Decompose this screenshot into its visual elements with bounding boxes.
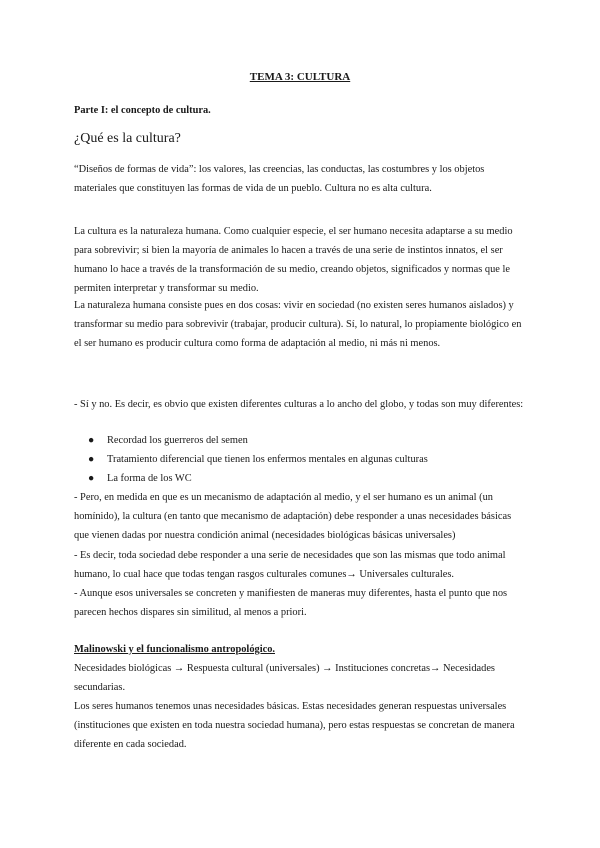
list-item [88, 431, 518, 450]
paragraph-concrete: - Aunque esos universales se concreten y manifiesten de maneras muy diferentes, hasta el punto que nos parecen hechos dispares sin similitud, al menos a priori. [74, 588, 508, 618]
question-heading: ¿Qué es la cultura? [74, 131, 181, 146]
section-heading: Malinowski y el funcionalismo antropológico. [74, 644, 275, 655]
list-item-text: Recordad los guerreros del semen [107, 435, 248, 446]
paragraph-definition: “Diseños de formas de vida”: los valores, las creencias, las conductas, las costumbres y los objetos materiales que constituyen las formas de vida de un pueblo. Cultura no es alta cultura. [74, 164, 485, 194]
paragraph-basic-needs: Los seres humanos tenemos unas necesidades básicas. Estas necesidades generan respuestas universales (instituciones que existen en toda nuestra sociedad humana), pero estas respuestas se concretan de manera diferente en cada sociedad. [74, 701, 515, 750]
list-item [88, 469, 518, 488]
paragraph-mechanism: - Pero, en medida en que es un mecanismo de adaptación al medio, y el ser humano es un animal (un homínido), la cultura (en tanto que mecanismo de adaptación) debe responder a unas necesidades básicas que vienen dadas por nuestra condición animal (necesidades biológicas básicas universales) [74, 492, 512, 541]
bullet-icon: ● [88, 435, 95, 446]
paragraph-yes-no: - Sí y no. Es decir, es obvio que existen diferentes culturas a lo ancho del globo, y todas son muy diferentes: [74, 399, 524, 410]
paragraph-chain: Necesidades biológicas → Respuesta cultural (universales) → Instituciones concretas→ Necesidades secundarias. [74, 663, 495, 693]
paragraph-universals: - Es decir, toda sociedad debe responder a una serie de necesidades que son las mismas que todo animal humano, lo cual hace que todas tengan rasgos culturales comunes→ Universales culturales. [74, 550, 506, 580]
bullet-icon: ● [88, 473, 95, 484]
paragraph-consists: La naturaleza humana consiste pues en dos cosas: vivir en sociedad (no existen seres humanos aislados) y transformar su medio para sobrevivir (trabajar, producir cultura). Sí, lo natural, lo propiamente biológico en el ser humano es producir cultura como forma de adaptación al medio, ni más ni menos. [74, 300, 522, 349]
examples-list [88, 431, 518, 488]
document-title: TEMA 3: CULTURA [249, 71, 351, 83]
bullet-icon: ● [88, 454, 95, 465]
list-item-text: La forma de los WC [107, 473, 192, 484]
list-item [88, 450, 518, 469]
paragraph-human-nature: La cultura es la naturaleza humana. Como cualquier especie, el ser humano necesita adaptarse a su medio para sobrevivir; si bien la mayoría de animales lo hacen a través de una serie de instintos innatos, el ser humano lo hace a través de la transformación de su medio, creando objetos, significados y normas que le permiten interpretar y transformar su medio. [74, 226, 513, 294]
part-heading: Parte I: el concepto de cultura. [74, 105, 211, 116]
list-item-text: Tratamiento diferencial que tienen los enfermos mentales en algunas culturas [107, 454, 428, 465]
